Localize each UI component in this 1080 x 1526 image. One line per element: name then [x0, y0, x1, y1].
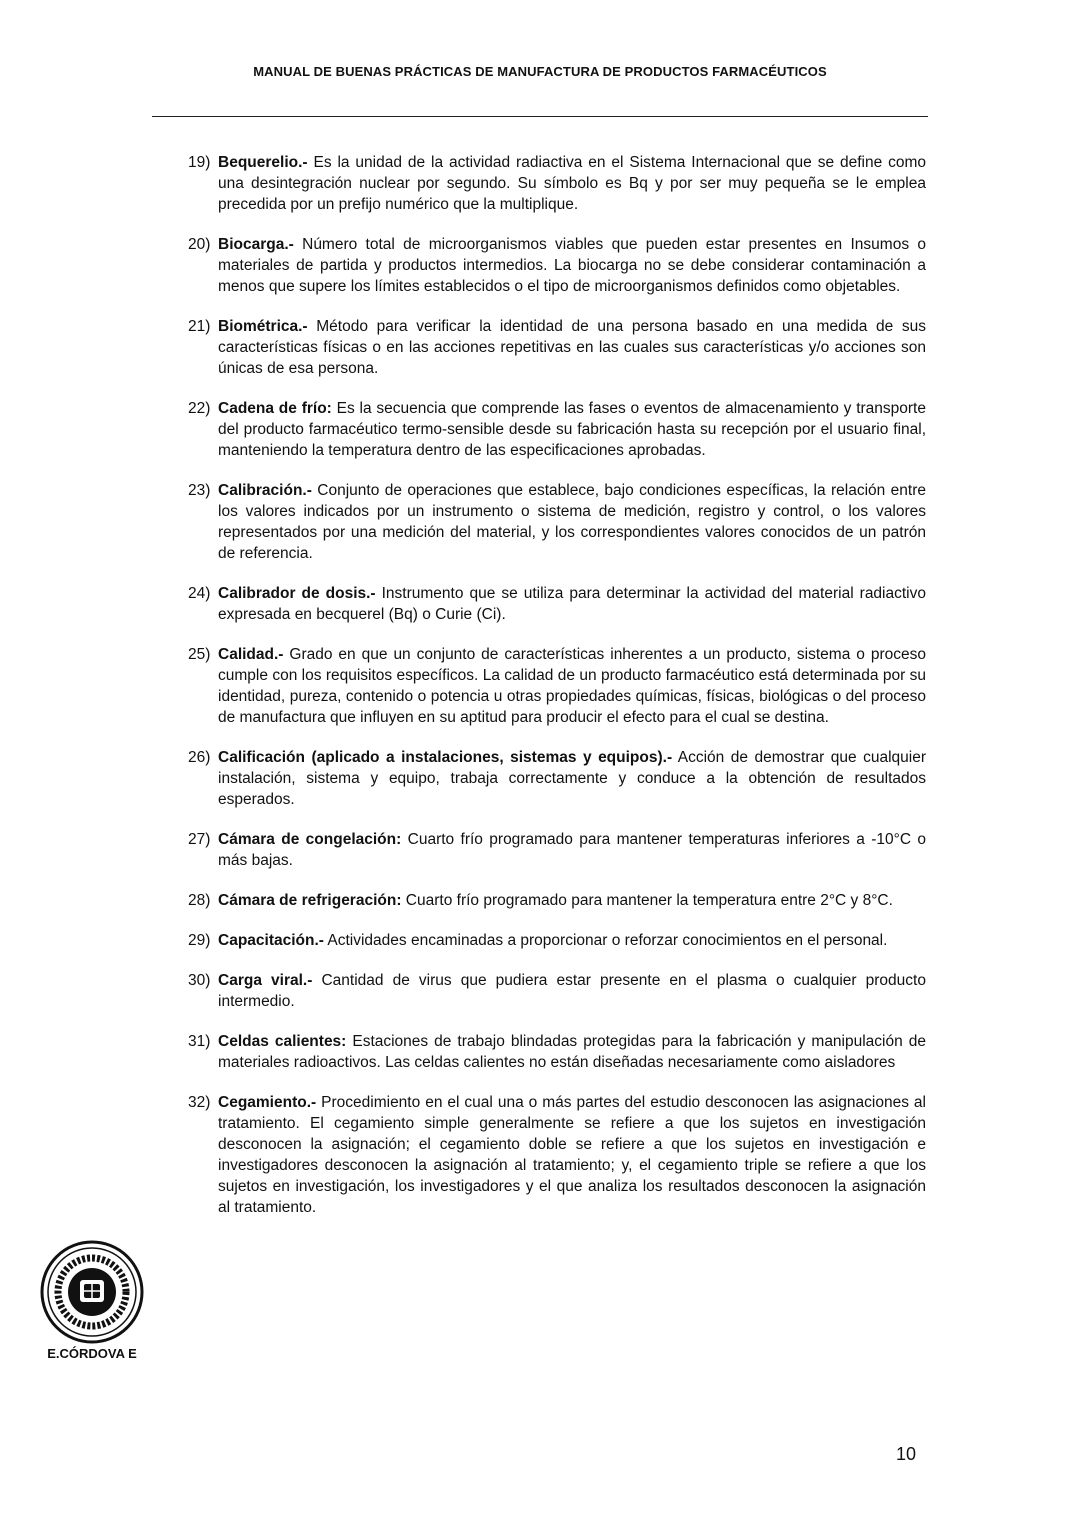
definition-term: Carga viral.- — [218, 972, 313, 989]
definition-term: Cadena de frío: — [218, 400, 332, 417]
page-number: 10 — [896, 1444, 917, 1464]
definition-number: 27) — [188, 831, 211, 848]
definition-number: 29) — [188, 932, 211, 949]
definition-item — [188, 930, 926, 951]
definition-term: Biocarga.- — [218, 236, 294, 253]
definition-number: 22) — [188, 400, 211, 417]
definition-number: 21) — [188, 318, 211, 335]
definition-item — [188, 1092, 926, 1218]
definition-number: 20) — [188, 236, 211, 253]
definition-number: 32) — [188, 1094, 211, 1111]
definition-term: Calibración.- — [218, 482, 312, 499]
definition-text: Actividades encaminadas a proporcionar o reforzar conocimientos en el personal. — [323, 932, 888, 949]
definition-text: Acción de demostrar que cualquier instalación, sistema y equipo, trabaja correctamente y conduce a la obtención de resultados esperados. — [218, 749, 927, 808]
definition-term: Biométrica.- — [218, 318, 308, 335]
definition-text: Cuarto frío programado para mantener la temperatura entre 2°C y 8°C. — [401, 892, 893, 909]
definition-text: Instrumento que se utiliza para determinar la actividad del material radiactivo expresada en becquerel (Bq) o Curie (Ci). — [218, 585, 926, 623]
definition-term: Capacitación.- — [218, 932, 324, 949]
definition-term: Calibrador de dosis.- — [218, 585, 376, 602]
definition-number: 30) — [188, 972, 211, 989]
definition-term: Celdas calientes: — [218, 1033, 347, 1050]
definition-item — [188, 398, 926, 461]
definitions-list — [188, 152, 926, 1237]
stamp-signature-label: E.CÓRDOVA E — [47, 1346, 137, 1361]
definition-text: Cantidad de virus que pudiera estar presente en el plasma o cualquier producto intermedio. — [218, 972, 926, 1010]
header-divider — [152, 116, 928, 117]
definition-text: Cuarto frío programado para mantener temperaturas inferiores a -10°C o más bajas. — [218, 831, 926, 869]
definition-term: Cámara de refrigeración: — [218, 892, 402, 909]
definition-item — [188, 583, 926, 625]
definition-number: 19) — [188, 154, 211, 171]
page-header-title: MANUAL DE BUENAS PRÁCTICAS DE MANUFACTURA DE PRODUCTOS FARMACÉUTICOS — [253, 64, 827, 79]
definition-item — [188, 970, 926, 1012]
official-seal-icon — [34, 1240, 150, 1344]
definition-number: 28) — [188, 892, 211, 909]
definition-number: 31) — [188, 1033, 211, 1050]
definition-term: Calidad.- — [218, 646, 284, 663]
definition-item — [188, 316, 926, 379]
definition-item — [188, 234, 926, 297]
definition-text: Número total de microorganismos viables que pueden estar presentes en Insumos o materiales de partida y productos intermedios. La biocarga no se debe considerar contaminación a menos que supere los límites establecidos o el tipo de microorganismos definidos como objetables. — [218, 236, 926, 295]
definition-item — [188, 152, 926, 215]
definition-text: Conjunto de operaciones que establece, bajo condiciones específicas, la relación entre los valores indicados por un instrumento o sistema de medición, registro y control, o los valores representados por una medición del material, y los correspondientes valores conocidos de un patrón de referencia. — [218, 482, 926, 562]
definition-term: Calificación (aplicado a instalaciones, sistemas y equipos).- — [218, 749, 673, 766]
definition-term: Cegamiento.- — [218, 1094, 317, 1111]
definition-item — [188, 644, 926, 728]
definition-number: 25) — [188, 646, 211, 663]
definition-item — [188, 1031, 926, 1073]
definition-item — [188, 480, 926, 564]
definition-number: 23) — [188, 482, 211, 499]
definition-text: Estaciones de trabajo blindadas protegidas para la fabricación y manipulación de materiales radioactivos. Las celdas calientes no están diseñadas necesariamente como aisladores — [218, 1033, 926, 1071]
definition-number: 24) — [188, 585, 211, 602]
definition-text: Método para verificar la identidad de una persona basado en una medida de sus características físicas o en las acciones repetitivas en las cuales sus características y/o acciones son únicas de esa persona. — [218, 318, 926, 377]
definition-text: Es la secuencia que comprende las fases o eventos de almacenamiento y transporte del producto farmacéutico termo-sensible desde su fabricación hasta su recepción por el usuario final, manteniendo la temperatura dentro de las especificaciones aprobadas. — [218, 400, 926, 459]
definition-text: Es la unidad de la actividad radiactiva en el Sistema Internacional que se define como una desintegración nuclear por segundo. Su símbolo es Bq y por ser muy pequeña se le emplea precedida por un prefijo numérico que la multiplique. — [218, 154, 926, 213]
definition-text: Procedimiento en el cual una o más partes del estudio desconocen las asignaciones al tratamiento. El cegamiento simple generalmente se refiere a que los sujetos en investigación desconocen la asignación; el cegamiento doble se refiere a que los sujetos en investigación e investigadores desconocen la asignación al tratamiento; y, el cegamiento triple se refiere a que los sujetos en investigación, los investigadores y el que analiza los resultados desconocen la asignación al tratamiento. — [218, 1094, 926, 1216]
official-stamp — [32, 1240, 152, 1361]
definition-number: 26) — [188, 749, 211, 766]
definition-item — [188, 890, 926, 911]
definition-text: Grado en que un conjunto de características inherentes a un producto, sistema o proceso cumple con los requisitos específicos. La calidad de un producto farmacéutico está determinada por su identidad, pureza, contenido o potencia u otras propiedades químicas, físicas, biológicas o del proceso de manufactura que influyen en su aptitud para producir el efecto para el cual se destina. — [218, 646, 926, 726]
definition-item — [188, 829, 926, 871]
definition-term: Cámara de congelación: — [218, 831, 402, 848]
definition-item — [188, 747, 926, 810]
definition-term: Bequerelio.- — [218, 154, 308, 171]
